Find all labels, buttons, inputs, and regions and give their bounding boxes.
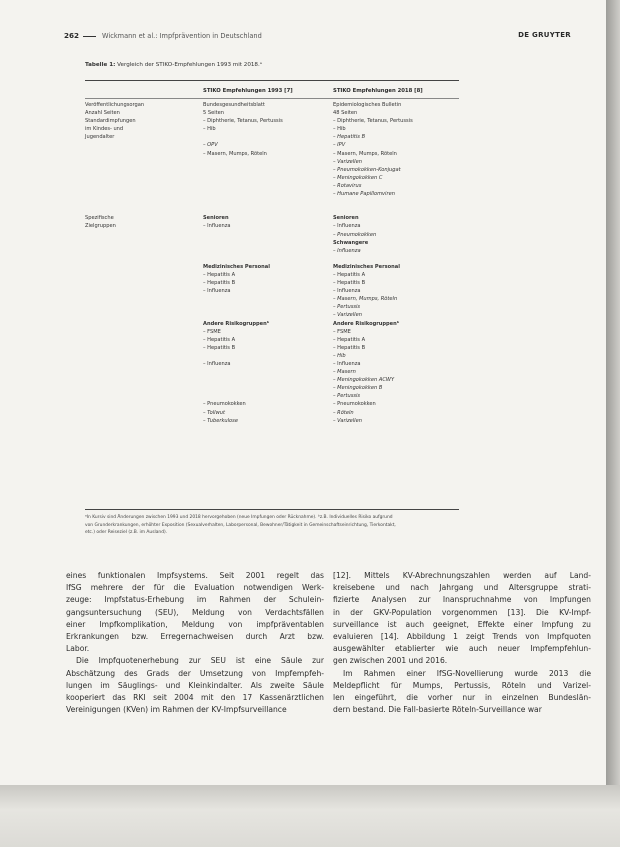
recommendation-2018-line: – Hepatitis B <box>333 344 366 351</box>
recommendation-2018-line: – Meningokokken ACWY <box>333 377 395 384</box>
recommendation-2018-line: – Pneumokokken <box>333 401 376 408</box>
recommendation-1993-line: – Influenza <box>203 361 231 367</box>
recommendation-1993-line: Medizinisches Personal <box>203 263 270 270</box>
body-text-line: Erkrankungen bzw. Erregernachweisen durch Arzt bzw. <box>66 631 324 641</box>
recommendation-2018-line <box>333 206 413 214</box>
footnote-line: ᵃIn Kursiv sind Änderungen zwischen 1993 und 2018 hervorgehoben (neue Impfungen oder Rücknahme). ᵇz.B. Individuelles Risiko aufgrund <box>85 515 393 520</box>
recommendation-1993-line: Senioren <box>203 215 229 222</box>
recommendation-2018-line: – Influenza <box>333 288 361 295</box>
running-title: Wickmann et al.: Impfprävention in Deutschland <box>102 31 262 40</box>
table-caption <box>85 62 262 68</box>
recommendation-2018-line: – Pneumokokken-Konjugat <box>333 166 401 173</box>
header-dash <box>83 36 96 37</box>
publisher-logo: DE GRUYTER <box>518 31 571 39</box>
body-text-line: gangsuntersuchung (SEU), Meldung von Verdachtsfällen <box>66 607 324 617</box>
recommendation-1993-line <box>203 311 283 319</box>
recommendation-1993-line: – FSME <box>203 328 221 335</box>
recommendation-2018-line: – Diphtherie, Tetanus, Pertussis <box>333 118 413 125</box>
recommendation-2018-line: – Influenza <box>333 247 361 254</box>
criteria-line: Zielgruppen <box>85 223 116 230</box>
body-text-line: surveillance ist auch geeignet, Effekte einer Impfung zu <box>333 619 591 629</box>
recommendation-1993-line <box>203 392 283 400</box>
body-text-left-column <box>66 570 324 716</box>
recommendation-1993-line <box>203 158 283 166</box>
recommendation-1993-line: – Influenza <box>203 288 231 295</box>
recommendation-2018-line: Epidemiologisches Bulletin <box>333 102 402 108</box>
recommendation-1993-line <box>203 182 283 190</box>
recommendation-2018-line: – Varizellen <box>333 312 362 319</box>
recommendation-1993-line: – Masern, Mumps, Röteln <box>203 150 267 157</box>
body-text-line: eines funktionalen Impfsystems. Seit 2001 regelt das <box>66 571 324 580</box>
recommendation-2018-line: – Influenza <box>333 361 361 367</box>
recommendation-1993-line <box>203 174 283 182</box>
recommendation-1993-line <box>203 231 283 239</box>
recommendation-2018-line <box>333 198 413 206</box>
recommendation-2018-line: – Varizellen <box>333 417 362 424</box>
recommendation-1993-line: – Pneumokokken <box>203 401 246 408</box>
recommendation-1993-line: 5 Seiten <box>203 110 225 117</box>
recommendation-2018-line: – Masern, Mumps, Röteln <box>333 296 398 303</box>
col-header-1993: STIKO Empfehlungen 1993 [7] <box>203 88 293 94</box>
criteria-line <box>85 206 144 214</box>
criteria-line <box>85 166 144 174</box>
col-header-2018: STIKO Empfehlungen 2018 [8] <box>333 88 423 94</box>
recommendation-1993-line <box>203 190 283 198</box>
body-text-line: Vereinigungen (KVen) im Rahmen der KV-Impfsurveillance <box>66 705 287 715</box>
recommendation-2018-line: – Meningokokken C <box>333 174 383 181</box>
recommendation-1993-line: – Tollwut <box>203 409 225 416</box>
recommendation-2018-line: – Hepatitis A <box>333 336 366 343</box>
table-bottom-rule <box>85 509 459 510</box>
recommendation-2018-line: – Masern <box>333 369 356 376</box>
criteria-line: Spezifische <box>85 215 114 222</box>
table-caption-text: Vergleich der STIKO-Empfehlungen 1993 mit 2018.ᵃ <box>117 62 262 68</box>
recommendation-1993-line: – Tuberkulose <box>203 417 238 424</box>
recommendation-2018-line: – Meningokokken B <box>333 385 383 392</box>
table-caption-label: Tabelle 1: <box>85 62 116 68</box>
body-text-line: zeuge: Impfstatus-Erhebung im Rahmen der Schulein- <box>66 595 324 605</box>
recommendation-1993-line <box>203 166 283 174</box>
body-text-line: ausgewählter etablierter wie auch neuer Impfempfehlun- <box>333 644 591 654</box>
body-text-line: Meldepflicht für Mumps, Pertussis, Röteln und Varizel- <box>333 680 591 690</box>
recommendation-1993-line: – Influenza <box>203 223 231 230</box>
body-text-line: kreisebene und nach Jahrgang und Altersgruppe strati- <box>333 583 591 593</box>
recommendation-2018-line: Andere Risikogruppenᵇ <box>333 320 400 327</box>
body-text-line: fizierte Analysen zur Inanspruchnahme von Impfungen <box>333 595 591 605</box>
criteria-line: Jugendalter <box>85 134 115 141</box>
footnote-line: von Grunderkrankungen, erhöhter Exposition (Sexualverhalten, Laborpersonal, Bewohner/Tätigkeit in Gemeinschaftseinrichtung, Tierkontakt, <box>85 522 396 528</box>
recommendation-2018-line: – IPV <box>333 142 346 149</box>
recommendation-1993-line <box>203 368 283 376</box>
table-column-2018 <box>333 101 413 425</box>
criteria-line <box>85 190 144 198</box>
body-text-line: [12]. Mittels KV-Abrechnungszahlen werden auf Land- <box>333 571 591 580</box>
body-text-line: evaluieren [14]. Abbildung 1 zeigt Trends von Impfquoten <box>333 631 591 641</box>
table-footnote <box>85 514 485 537</box>
recommendation-1993-line: – Diphtherie, Tetanus, Pertussis <box>203 118 283 125</box>
body-text-line: Abschätzung des Grads der Umsetzung von Impfempfeh- <box>66 668 324 678</box>
recommendation-2018-line: – Röteln <box>333 409 354 416</box>
body-text-line: einer Impfkomplikation, Meldung von impfpräventablen <box>66 619 324 629</box>
body-text-line: dern bestand. Die Fall-basierte Röteln-Surveillance war <box>333 705 542 715</box>
criteria-line <box>85 198 144 206</box>
table-top-rule <box>85 80 459 81</box>
recommendation-2018-line: – Humane Papillomviren <box>333 191 395 198</box>
criteria-line: Anzahl Seiten <box>85 110 120 117</box>
recommendation-1993-line: – Hepatitis A <box>203 336 236 343</box>
recommendation-1993-line <box>203 239 283 247</box>
page-number: 262 <box>64 31 80 40</box>
recommendation-1993-line: – Hepatitis B <box>203 344 236 351</box>
recommendation-1993-line <box>203 303 283 311</box>
recommendation-1993-line: – OPV <box>203 142 218 149</box>
recommendation-1993-line <box>203 295 283 303</box>
recommendation-2018-line: – Pertussis <box>333 304 361 311</box>
recommendation-2018-line: – Hepatitis B <box>333 134 366 141</box>
scan-bottom-edge <box>0 785 620 847</box>
table-column-criteria <box>85 101 144 231</box>
recommendation-1993-line <box>203 352 283 360</box>
table-header-rule <box>85 98 459 99</box>
recommendation-2018-line: Senioren <box>333 215 359 222</box>
recommendation-1993-line: Andere Risikogruppenᵇ <box>203 320 270 327</box>
recommendation-2018-line: – FSME <box>333 328 351 335</box>
recommendation-2018-line: Schwangere <box>333 239 369 246</box>
table-column-1993 <box>203 101 283 425</box>
criteria-line: Veröffentlichungsorgan <box>85 102 145 108</box>
criteria-line: im Kindes- und <box>85 126 124 133</box>
page-edge-shadow <box>606 0 620 847</box>
recommendation-1993-line: – Hepatitis B <box>203 280 236 287</box>
body-text-line: kooperiert das RKI seit 2004 mit den 17 Kassenärztlichen <box>66 692 324 702</box>
criteria-line <box>85 174 144 182</box>
body-text-line: len eingeführt, die vorher nur in einzelnen Bundeslän- <box>333 692 591 702</box>
criteria-line <box>85 182 144 190</box>
recommendation-1993-line <box>203 198 283 206</box>
recommendation-1993-line: – Hepatitis A <box>203 271 236 278</box>
recommendation-1993-line <box>203 255 283 263</box>
criteria-line: Standardimpfungen <box>85 118 136 125</box>
body-text-line: gen zwischen 2001 und 2016. <box>333 656 448 666</box>
recommendation-2018-line: – Pneumokokken <box>333 231 377 238</box>
recommendation-2018-line: – Rotavirus <box>333 182 362 189</box>
recommendation-2018-line: 48 Seiten <box>333 110 358 117</box>
criteria-line <box>85 141 144 149</box>
body-text-line: Die Impfquotenerhebung zur SEU ist eine Säule zur <box>76 656 324 666</box>
body-text-line: in der GKV-Population vorgenommen [13]. Die KV-Impf- <box>333 607 591 617</box>
criteria-line <box>85 150 144 158</box>
recommendation-2018-line: – Hib <box>333 352 346 359</box>
body-text-line: Im Rahmen einer IfSG-Novellierung wurde 2013 die <box>343 668 591 678</box>
body-text-line: IfSG mehrere der für die Evaluation notwendigen Werk- <box>66 583 324 593</box>
recommendation-1993-line: – Hib <box>203 126 216 133</box>
recommendation-1993-line: Bundesgesundheitsblatt <box>203 102 265 108</box>
footnote-line: etc.) oder Reiseziel (z.B. im Ausland). <box>85 530 168 536</box>
recommendation-2018-line: – Hepatitis B <box>333 280 366 287</box>
recommendation-2018-line: – Varizellen <box>333 158 362 165</box>
recommendation-1993-line <box>203 384 283 392</box>
recommendation-2018-line: – Influenza <box>333 223 361 230</box>
recommendation-2018-line <box>333 255 413 263</box>
recommendation-2018-line: – Hib <box>333 126 346 133</box>
criteria-line <box>85 158 144 166</box>
recommendation-1993-line <box>203 376 283 384</box>
recommendation-1993-line <box>203 206 283 214</box>
recommendation-2018-line: Medizinisches Personal <box>333 263 400 270</box>
recommendation-1993-line <box>203 133 283 141</box>
recommendation-2018-line: – Pertussis <box>333 393 361 400</box>
body-text-line: lungen im Säuglings- und Kleinkindalter. Als zweite Säule <box>66 680 324 690</box>
running-header <box>64 31 571 43</box>
body-text-line: Labor. <box>66 644 90 654</box>
body-text-right-column <box>333 570 591 716</box>
recommendation-2018-line: – Hepatitis A <box>333 271 366 278</box>
recommendation-1993-line <box>203 247 283 255</box>
recommendation-2018-line: – Masern, Mumps, Röteln <box>333 150 397 157</box>
